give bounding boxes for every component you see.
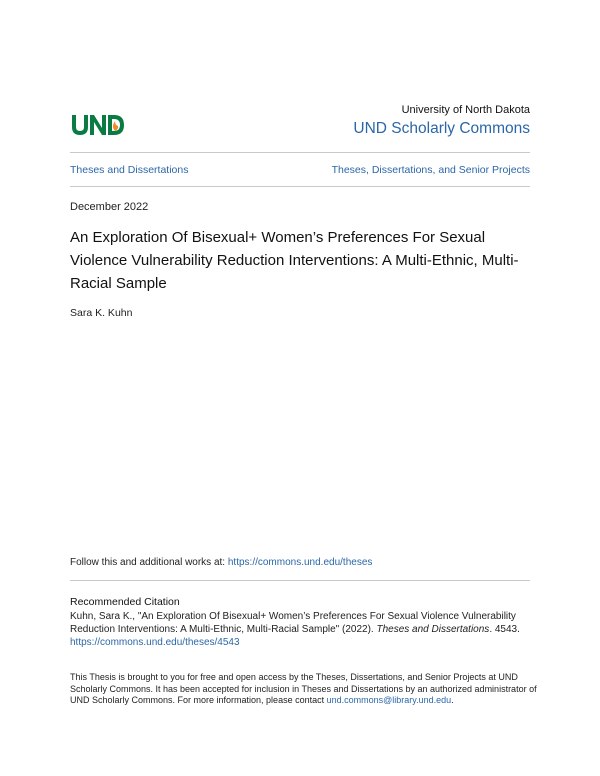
- repository-link[interactable]: UND Scholarly Commons: [353, 120, 530, 137]
- divider-top: [70, 152, 530, 153]
- citation-body: [70, 610, 540, 649]
- citation-heading: Recommended Citation: [70, 596, 180, 608]
- citation-link[interactable]: https://commons.und.edu/theses/4543: [70, 637, 240, 648]
- document-title: An Exploration Of Bisexual+ Women’s Preferences For Sexual Violence Vulnerability Reduction Interventions: A Multi-Ethnic, Multi-Racial Sample: [70, 229, 519, 292]
- access-notice: [70, 672, 540, 707]
- follow-line: [70, 557, 372, 568]
- divider-citation: [70, 580, 530, 581]
- notice-end: .: [451, 695, 454, 705]
- follow-link[interactable]: https://commons.und.edu/theses: [227, 557, 373, 568]
- follow-text: Follow this and additional works at:: [70, 557, 228, 568]
- und-logo-graphic: [70, 112, 126, 138]
- citation-text: Kuhn, Sara K., "An Exploration Of Bisexual+ Women’s Preferences For Sexual Violence Vulnerability Reduction Interventions: A Multi-Ethnic, Multi-Racial Sample" (2022).: [70, 611, 516, 635]
- citation-series: Theses and Dissertations: [376, 624, 490, 635]
- theses-dissertations-link[interactable]: Theses and Dissertations: [70, 164, 189, 176]
- contact-email-link[interactable]: und.commons@library.und.edu: [326, 695, 452, 705]
- author-name: Sara K. Kuhn: [70, 307, 133, 319]
- citation-number: . 4543.: [489, 624, 520, 635]
- publication-date: December 2022: [70, 201, 149, 213]
- und-logo: [70, 112, 126, 138]
- notice-text: This Thesis is brought to you for free and open access by the Theses, Dissertations, and Senior Projects at UND Scholarly Commons. It has been accepted for inclusion in Theses and Dissertations by an authorized administrator of UND Scholarly Commons. For more information, please contact: [70, 672, 537, 705]
- theses-senior-projects-link[interactable]: Theses, Dissertations, and Senior Projects: [331, 164, 530, 176]
- divider-nav: [70, 186, 530, 187]
- university-name: University of North Dakota: [401, 104, 530, 116]
